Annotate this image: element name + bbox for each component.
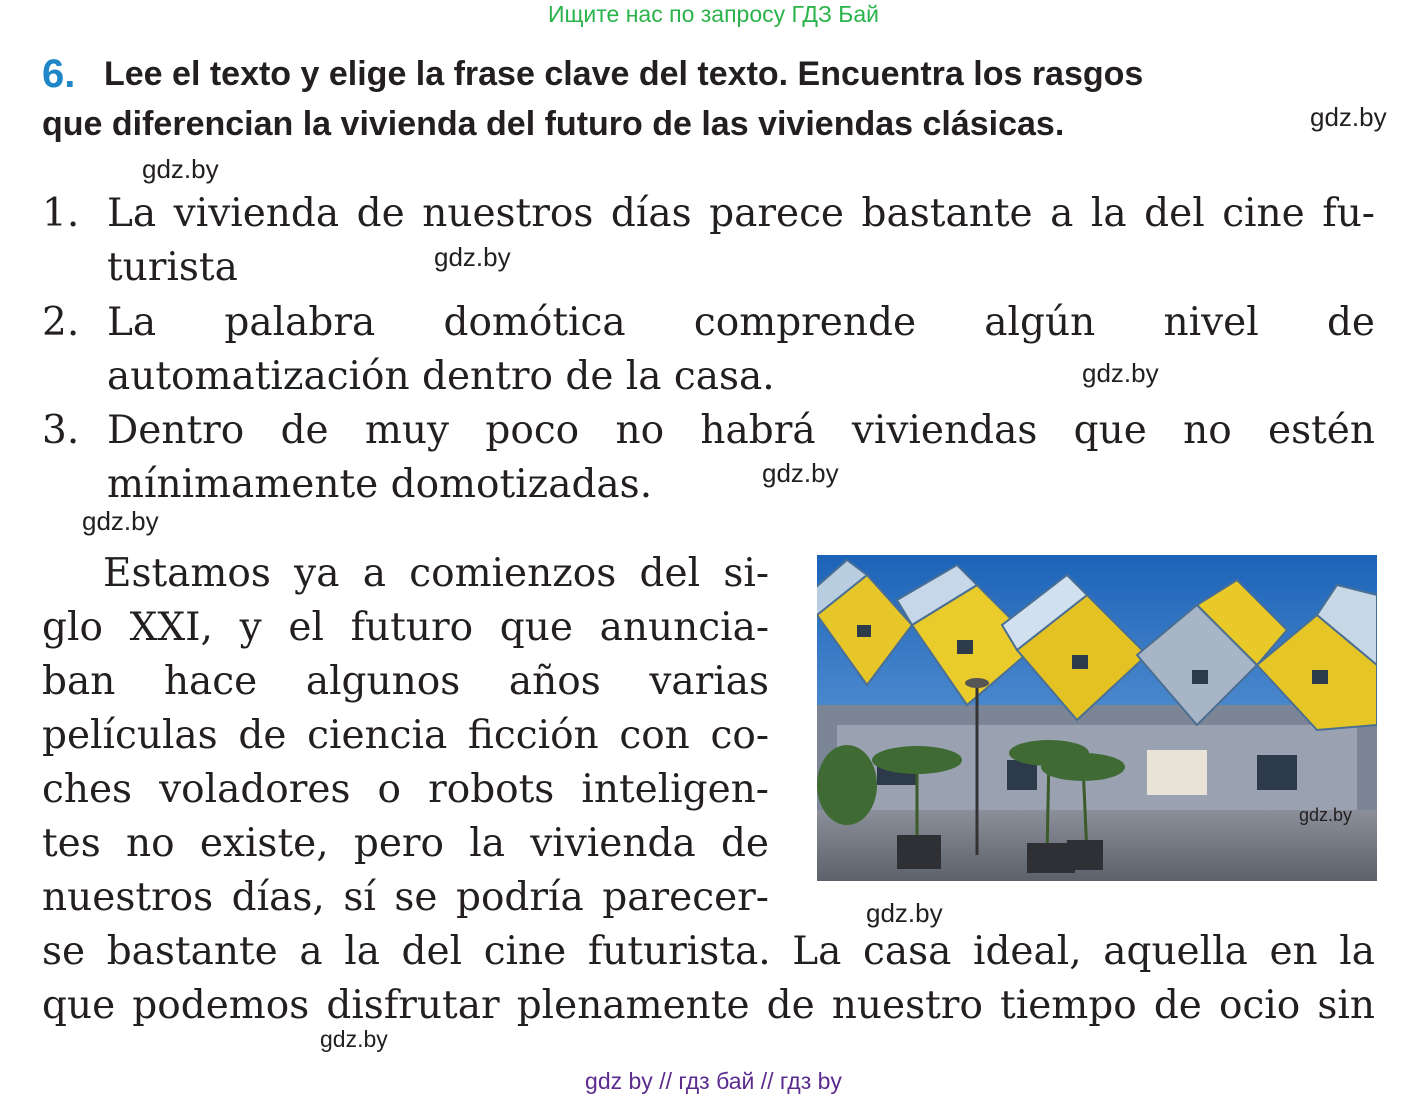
item-number: 1. — [42, 191, 80, 236]
watermark: gdz.by — [866, 898, 943, 928]
watermark: gdz.by — [1082, 358, 1159, 388]
item-1-line-2: turista — [107, 245, 238, 290]
watermark: gdz.by — [320, 1026, 388, 1052]
item-3-line-2: mínimamente domotizadas. — [107, 462, 653, 507]
footer-links: gdz by // гдз бай // гдз by — [585, 1068, 842, 1094]
task-instruction-line-1: Lee el texto y elige la frase clave del texto. Encuentra los rasgos — [104, 55, 1144, 93]
body-line-6: tes no existe, pero la vivienda de — [42, 821, 769, 866]
body-line-1: Estamos ya a comienzos del si- — [103, 551, 769, 596]
task-number: 6. — [42, 52, 76, 96]
body-line-2: glo XXI, y el futuro que anuncia- — [42, 605, 769, 650]
watermark: gdz.by — [762, 458, 839, 488]
watermark: gdz.by — [1310, 102, 1387, 132]
body-line-5: ches voladores o robots inteligen- — [42, 767, 769, 812]
photo-watermark: gdz.by — [1299, 805, 1353, 825]
top-banner: Ищите нас по запросу ГДЗ Бай — [547, 1, 880, 27]
watermark: gdz.by — [82, 506, 159, 536]
body-line-3: ban hace algunos años varias — [42, 659, 769, 704]
body-line-4: películas de ciencia ficción con co- — [42, 713, 769, 758]
watermark: gdz.by — [142, 154, 219, 184]
task-instruction-line-2: que diferencian la vivienda del futuro de las viviendas clásicas. — [42, 105, 1065, 143]
item-number: 3. — [42, 408, 80, 453]
body-line-7: nuestros días, sí se podría parecer- — [42, 875, 769, 920]
watermark: gdz.by — [434, 242, 511, 272]
body-line-9: que podemos disfrutar plenamente de nuestro tiempo de ocio sin — [42, 983, 1375, 1028]
item-1-line-1: La vivienda de nuestros días parece bastante a la del cine fu- — [107, 191, 1375, 236]
item-2-line-2: automatización dentro de la casa. — [107, 354, 775, 399]
body-line-8: se bastante a la del cine futurista. La casa ideal, aquella en la — [42, 929, 1375, 974]
item-2-line-1: La palabra domótica comprende algún nivel de — [107, 300, 1375, 345]
item-number: 2. — [42, 300, 80, 345]
item-3-line-1: Dentro de muy poco no habrá viviendas que no estén — [107, 408, 1375, 453]
cube-houses-photo — [817, 555, 1377, 881]
